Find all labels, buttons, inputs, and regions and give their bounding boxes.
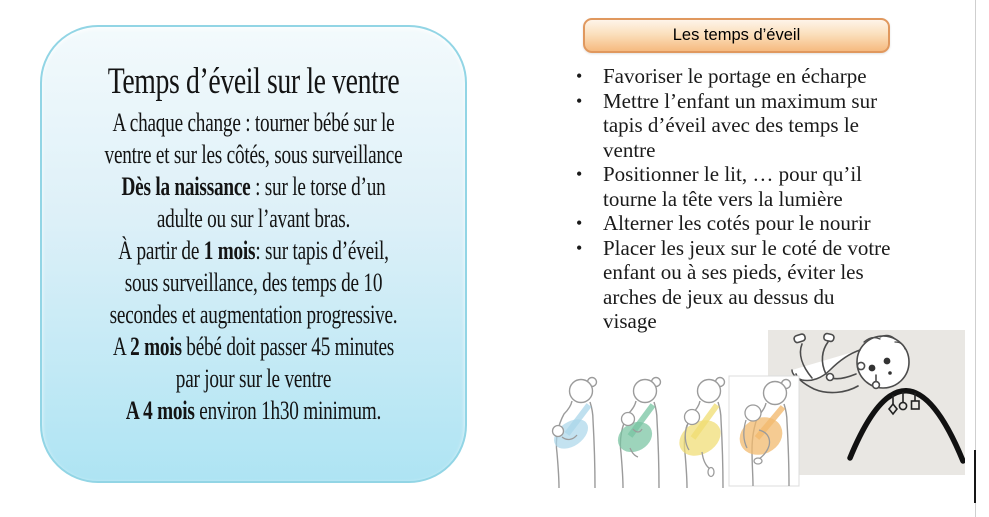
list-item [576, 162, 951, 211]
list-item [576, 89, 951, 163]
bullet-marker: • [576, 90, 583, 111]
list-item-text: Alterner les cotés pour le nourir [603, 211, 871, 235]
card-text-line: Dès la naissance : sur le torse d’un [121, 172, 386, 201]
card-text-line: A 2 mois bébé doit passer 45 minutes [112, 332, 395, 361]
list-item-text: Positionner le lit, … pour qu’il tourne la tête vers la lumière [603, 162, 862, 211]
card-text-line: secondes et augmentation progressive. [109, 300, 398, 329]
babywearing-figure-infant [612, 378, 660, 489]
card-title: Temps d’éveil sur le ventre [107, 61, 400, 102]
awake-times-banner [583, 18, 890, 53]
sling-pouch [673, 413, 727, 463]
slide-corner-mark [974, 450, 976, 503]
card-text-line: À partir de 1 mois: sur tapis d’éveil, [118, 236, 389, 265]
bullet-marker: • [576, 164, 583, 184]
card-body [42, 107, 465, 427]
babywearing-figure-newborn [549, 378, 597, 489]
list-item [576, 211, 951, 236]
list-item-text: Favoriser le portage en écharpe [603, 64, 867, 88]
babywearing-figure-older-infant [673, 378, 727, 489]
bullet-marker: • [576, 66, 583, 86]
slide-edge-line [975, 0, 976, 517]
awake-times-list [576, 64, 951, 334]
card-text-line: par jour sur le ventre [175, 364, 332, 393]
list-item [576, 64, 951, 89]
tummy-time-card [40, 25, 467, 483]
card-text-line: adulte ou sur l’avant bras. [156, 204, 351, 233]
bullet-marker: • [576, 237, 583, 258]
banner-label: Les temps d’éveil [672, 26, 801, 44]
bullet-marker: • [576, 213, 583, 233]
babywearing-image [545, 372, 801, 488]
list-item-text: Placer les jeux sur le coté de votre enfant ou à ses pieds, éviter les arches de jeux au dessus du visage [603, 235, 891, 333]
list-item [576, 236, 951, 334]
sling-pouch [612, 416, 657, 458]
card-text-line: sous surveillance, des temps de 10 [124, 268, 383, 297]
card-text-line: ventre et sur les côtés, sous surveillance [104, 140, 403, 169]
card-text-line: A chaque change : tourner bébé sur le [112, 108, 395, 137]
list-item-text: Mettre l’enfant un maximum sur tapis d’éveil avec des temps le ventre [603, 88, 878, 162]
babywearing-figures [545, 372, 801, 488]
card-text-line: A 4 mois environ 1h30 minimum. [125, 396, 382, 425]
